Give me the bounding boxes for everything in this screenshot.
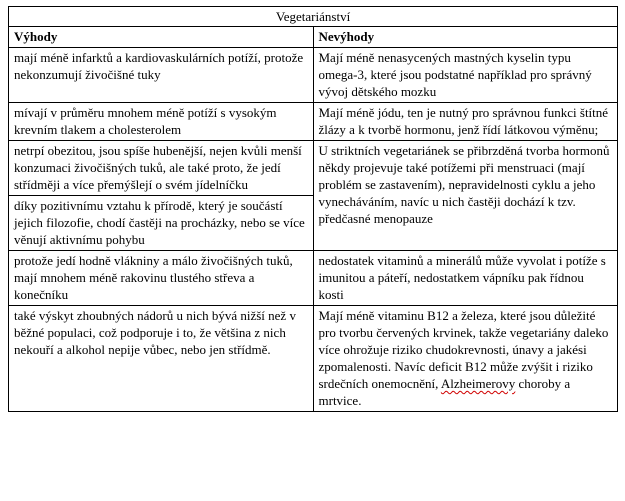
spellcheck-flagged-word: Alzheimerovy <box>440 376 516 391</box>
disadvantage-cell: Mají méně jódu, ten je nutný pro správnou funkci štítné žlázy a k tvorbě hormonu, jenž řídí látkovou výměnu; <box>313 103 618 141</box>
document-page <box>8 6 618 412</box>
disadvantage-cell: U striktních vegetariánek se přibrzděná tvorba hormonů někdy projevuje také potížemi při menstruaci (mají problém se zastavením), nepravidelnosti cyklu a jeho vynecháváním, navíc u nich častěji dochází k tzv. předčasné menopauze <box>313 141 618 251</box>
table-row <box>9 251 618 306</box>
advantage-cell: mívají v průměru mnohem méně potíží s vysokým krevním tlakem a cholesterolem <box>9 103 314 141</box>
disadvantage-cell <box>313 306 618 412</box>
title-row <box>9 7 618 27</box>
table-row <box>9 141 618 196</box>
header-row <box>9 27 618 48</box>
table-row <box>9 103 618 141</box>
table-row <box>9 48 618 103</box>
table-title: Vegetariánství <box>9 7 618 27</box>
advantage-cell: mají méně infarktů a kardiovaskulárních potíží, protože nekonzumují živočišné tuky <box>9 48 314 103</box>
disadvantage-text-before: Mají méně vitaminu B12 a železa, které jsou důležité pro tvorbu červených krvinek, takže vegetariány daleko více ohrožuje riziko chudokrevnosti, únavy a jakési zpomalenosti. Navíc deficit B12 může zvýšit i riziko srdečních onemocnění, <box>318 308 609 391</box>
disadvantage-cell: Mají méně nenasycených mastných kyselin typu omega-3, které jsou podstatné například pro správný vývoj dětského mozku <box>313 48 618 103</box>
disadvantage-cell: nedostatek vitaminů a minerálů může vyvolat i potíže s imunitou a páteří, nedostatkem vápníku pak řídnou kosti <box>313 251 618 306</box>
table-row <box>9 306 618 412</box>
advantage-cell: také výskyt zhoubných nádorů u nich bývá nižší než v běžné populaci, což podporuje i to, že většina z nich nekouří a alkohol nepije vůbec, nebo jen střídmě. <box>9 306 314 412</box>
advantage-cell: protože jedí hodně vlákniny a málo živočišných tuků, mají mnohem méně rakovinu tlustého střeva a konečníku <box>9 251 314 306</box>
header-advantages: Výhody <box>9 27 314 48</box>
advantage-cell: díky pozitivnímu vztahu k přírodě, který je součástí jejich filozofie, chodí častěji na procházky, nebo se více věnují aktivnímu pohybu <box>9 196 314 251</box>
advantage-cell: netrpí obezitou, jsou spíše hubenější, nejen kvůli menší konzumaci živočišných tuků, ale také proto, že jedí střídměji a více přemýšlejí o svém jídelníčku <box>9 141 314 196</box>
header-disadvantages: Nevýhody <box>313 27 618 48</box>
vegetarianism-table <box>8 6 618 412</box>
disadvantage-text-after: choroby a mrtvice. <box>318 376 571 408</box>
